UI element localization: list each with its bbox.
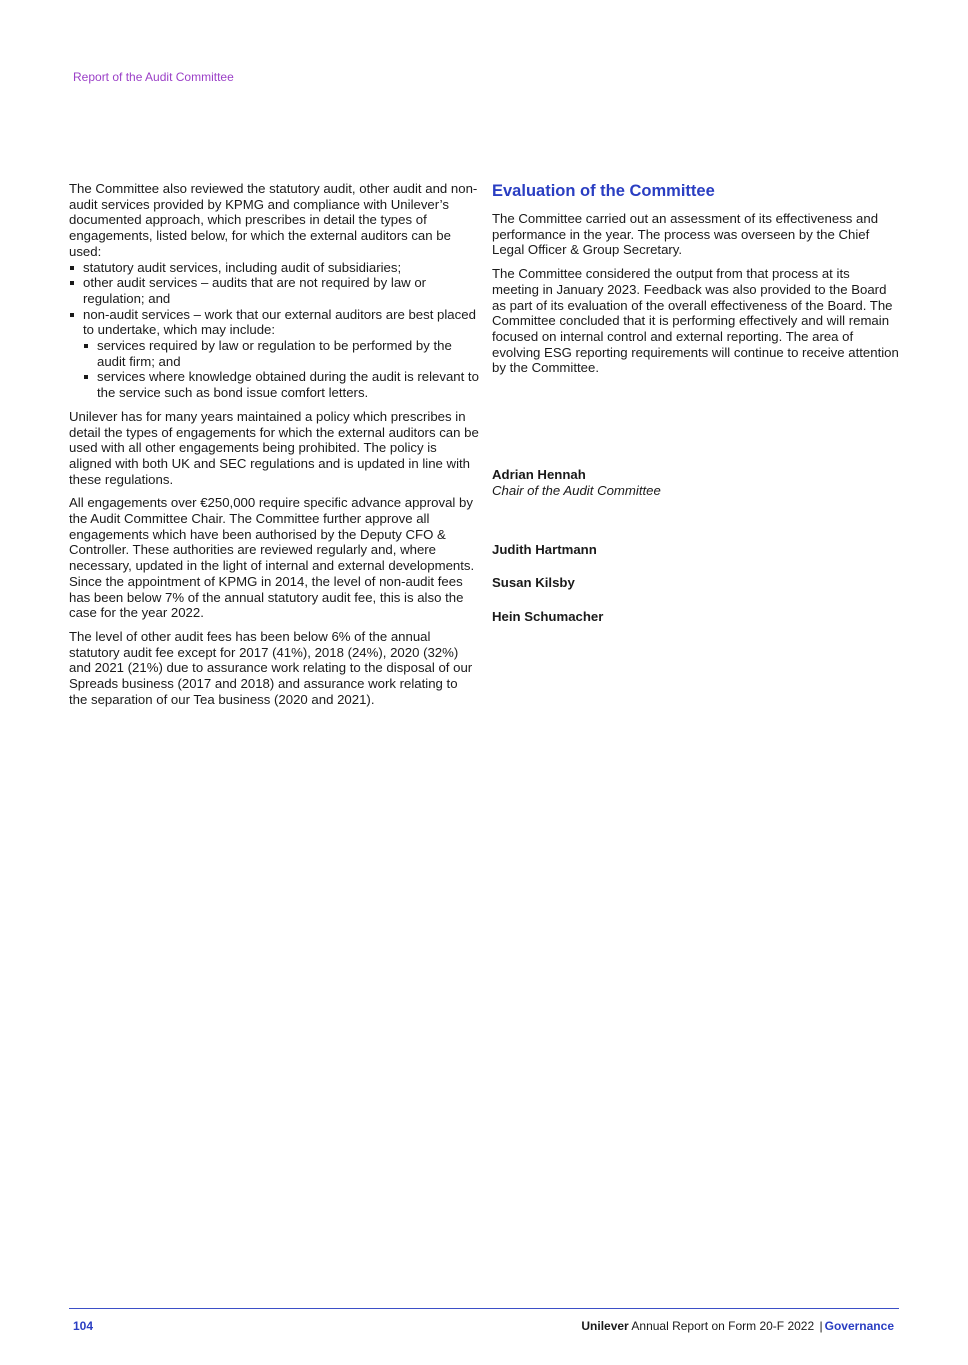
footer-title <box>581 1319 894 1333</box>
footer-report-title: Annual Report on Form 20-F 2022 <box>631 1319 815 1333</box>
sub-list-item: services required by law or regulation to be performed by the audit firm; and <box>83 338 479 369</box>
signatory-name: Adrian Hennah <box>492 467 586 482</box>
member-name: Judith Hartmann <box>492 542 597 557</box>
policy-paragraph: Unilever has for many years maintained a policy which prescribes in detail the types of engagements for which the external auditors can be used with all other engagements being prohibited. The policy is aligned with both UK and SEC regulations and is updated in line with these regulations. <box>69 408 479 487</box>
member-name: Susan Kilsby <box>492 575 575 590</box>
footer-brand: Unilever <box>581 1319 629 1333</box>
non-audit-sublist <box>83 338 479 401</box>
footer-divider <box>69 1308 899 1309</box>
list-item-text: non-audit services – work that our external auditors are best placed to undertake, which may include: <box>83 306 476 338</box>
list-item: other audit services – audits that are not required by law or regulation; and <box>69 275 479 306</box>
right-column <box>492 181 900 384</box>
sub-list-item: services where knowledge obtained during the audit is relevant to the service such as bond issue comfort letters. <box>83 369 479 400</box>
left-column <box>69 181 479 716</box>
footer-separator: | <box>819 1319 823 1333</box>
evaluation-paragraph: The Committee carried out an assessment of its effectiveness and performance in the year. The process was overseen by the Chief Legal Officer & Group Secretary. <box>492 211 879 258</box>
engagement-types-list <box>69 260 479 401</box>
member-name: Hein Schumacher <box>492 609 604 624</box>
footer-section-link[interactable]: Governance <box>824 1319 894 1333</box>
list-item: statutory audit services, including audit of subsidiaries; <box>69 260 479 276</box>
section-heading: Evaluation of the Committee <box>492 182 715 200</box>
page-number: 104 <box>73 1319 94 1333</box>
signatory-role: Chair of the Audit Committee <box>492 482 661 498</box>
intro-paragraph: The Committee also reviewed the statutory audit, other audit and non-audit services provided by KPMG and compliance with Unilever’s documented approach, which prescribes in detail the types of engagements, listed below, for which the external auditors can be used: <box>69 181 478 259</box>
approval-paragraph: All engagements over €250,000 require specific advance approval by the Audit Committee Chair. The Committee further approve all engagements which have been authorised by the Deputy CFO & Controller. These authorities are reviewed regularly and, where necessary, updated in the light of internal and external developments. Since the appointment of KPMG in 2014, the level of non-audit fees has been below 7% of the annual statutory audit fee, this is also the case for the year 2022. <box>69 495 475 621</box>
running-header: Report of the Audit Committee <box>73 70 234 84</box>
evaluation-paragraph: The Committee considered the output from that process at its meeting in January 2023. Feedback was also provided to the Board as part of its evaluation of the overall effectiveness of the Board. The Committee concluded that it is performing effectively and will remain focused on internal control and external reporting. The area of evolving ESG reporting requirements will continue to receive attention by the Committee. <box>492 266 899 376</box>
list-item <box>69 307 479 401</box>
chair-signatory <box>492 467 661 498</box>
other-audit-fees-paragraph: The level of other audit fees has been below 6% of the annual statutory audit fee except for 2017 (41%), 2018 (24%), 2020 (32%) and 2021 (21%) due to assurance work relating to the disposal of our Spreads business (2017 and 2018) and assurance work relating to the separation of our Tea business (2020 and 2021). <box>69 628 473 707</box>
